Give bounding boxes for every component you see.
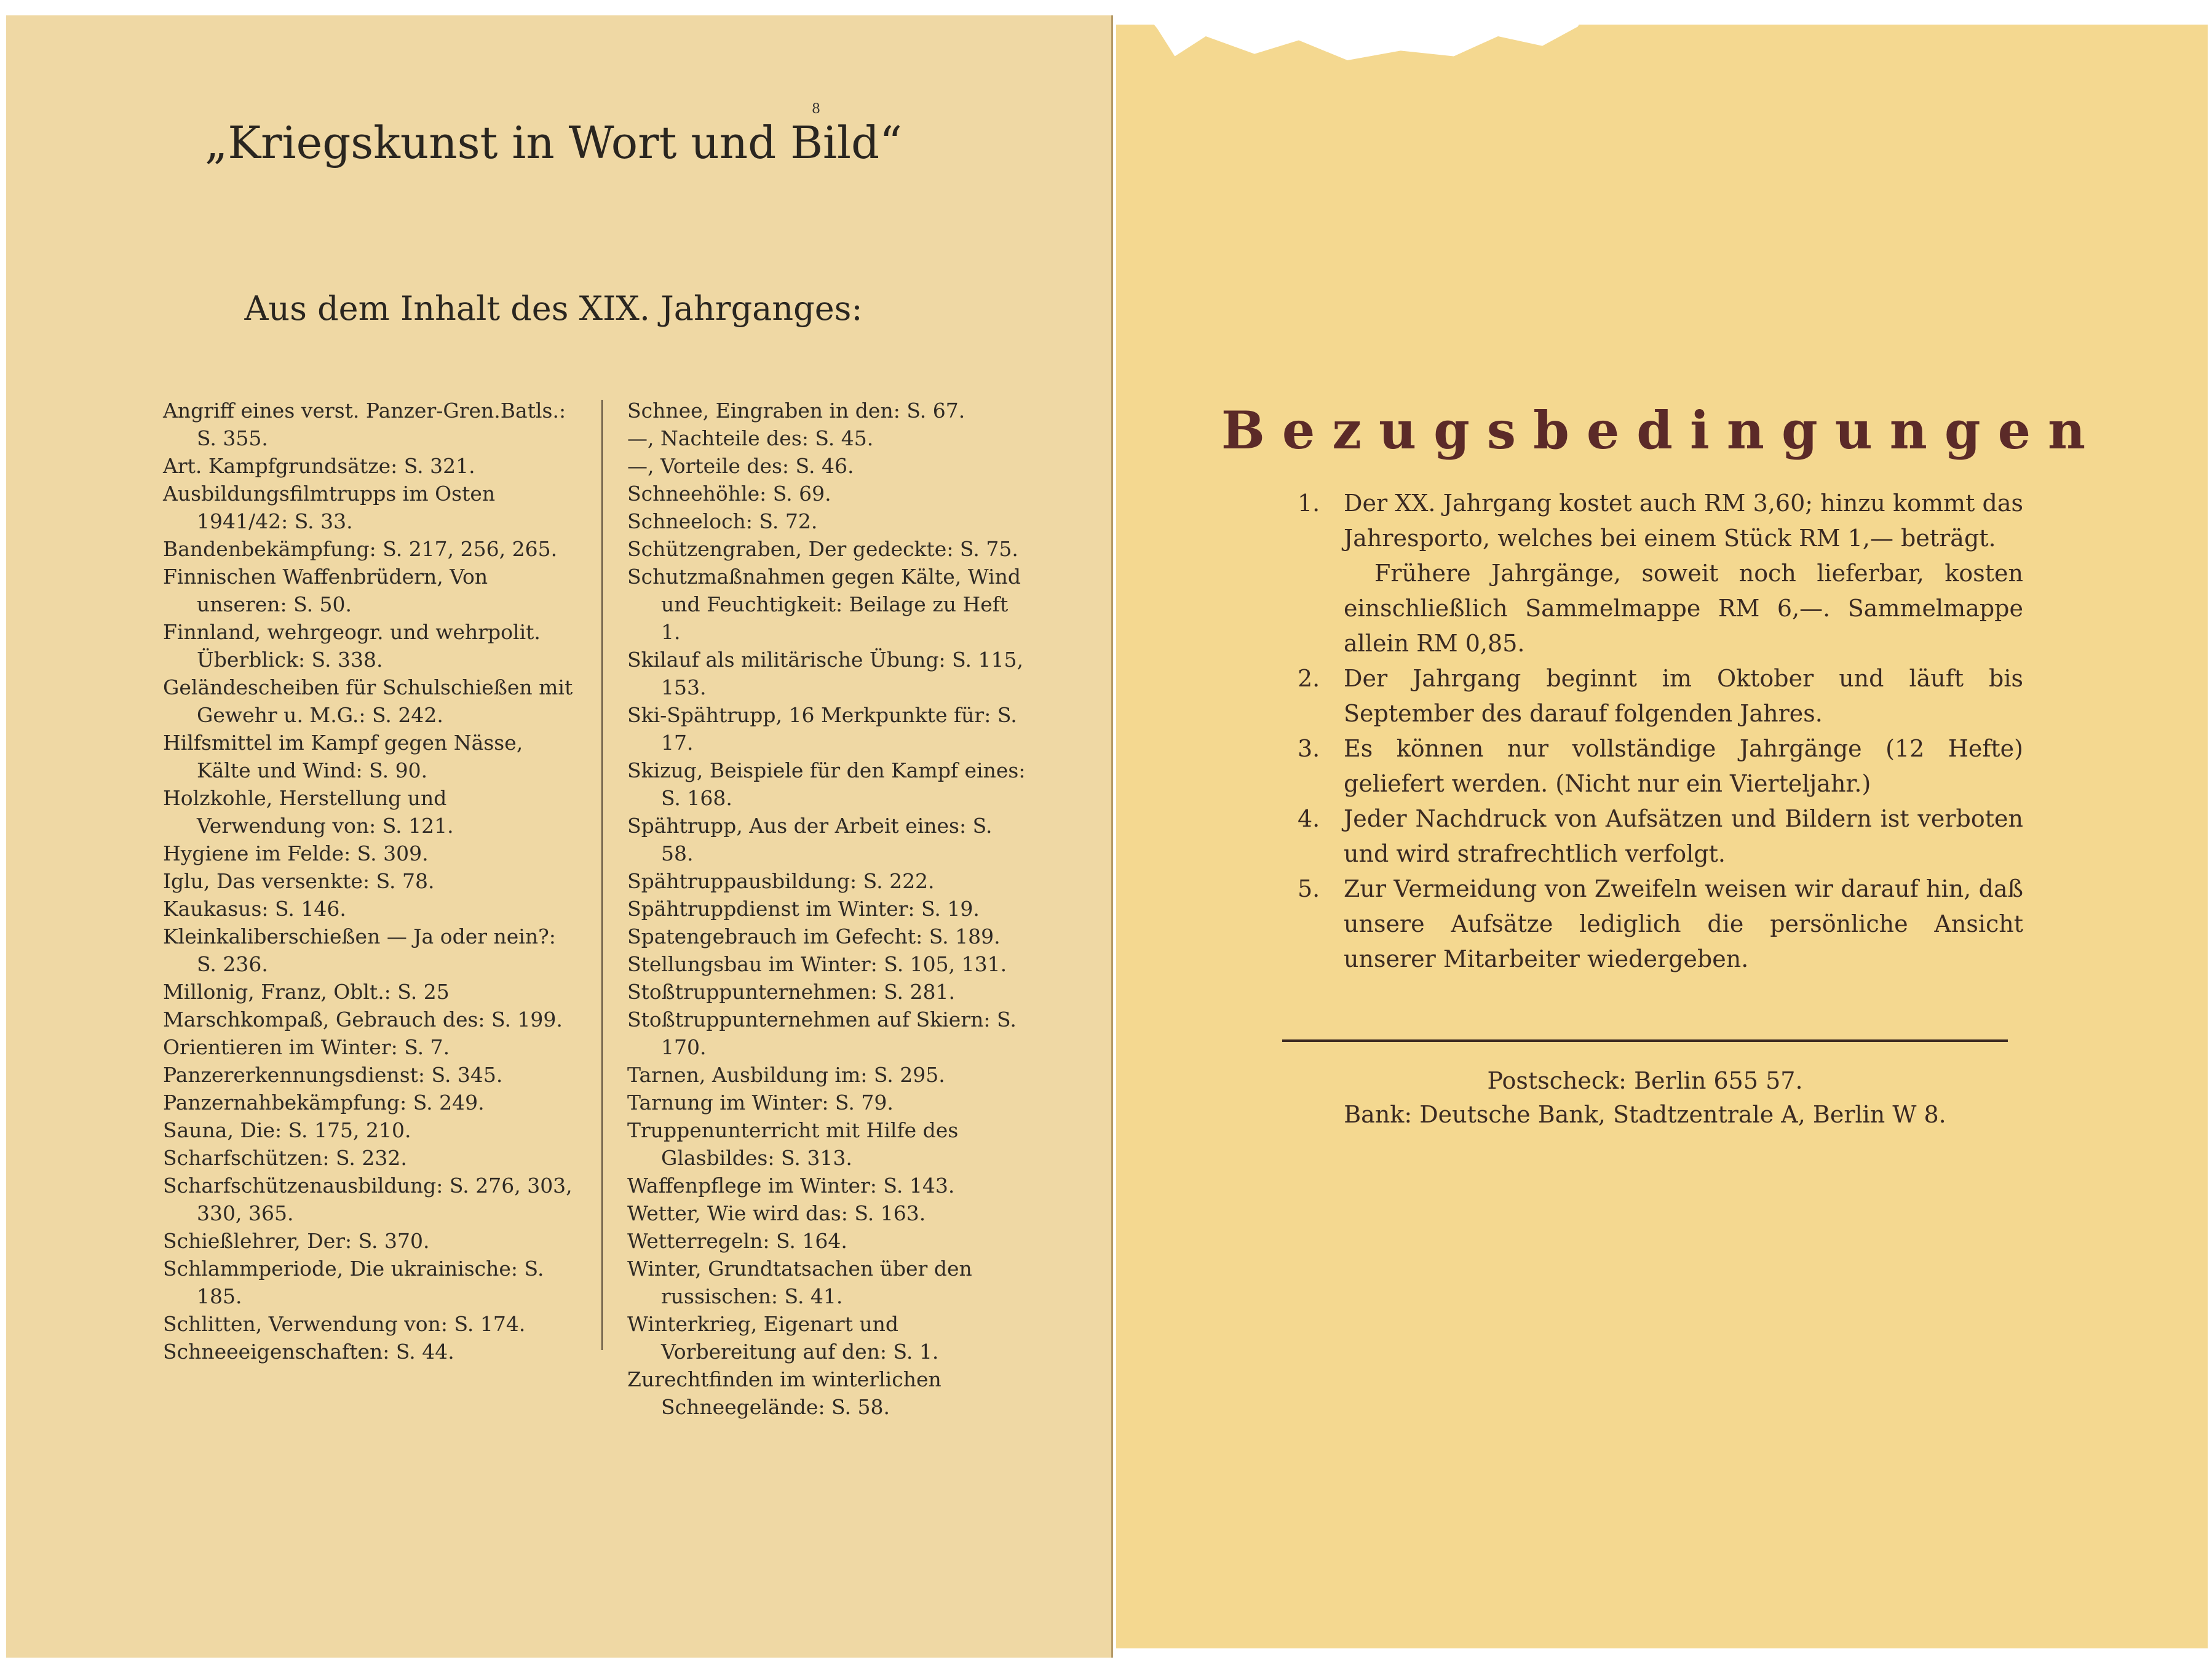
index-entry: Art. Kampfgrundsätze: S. 321.	[163, 454, 475, 478]
index-entry: Sauna, Die: S. 175, 210.	[163, 1118, 411, 1142]
index-entry: Bandenbekämpfung: S. 217, 256, 265.	[163, 537, 558, 561]
index-entry: Kaukasus: S. 146.	[163, 897, 346, 921]
index-entry: Panzernahbekämpfung: S. 249.	[163, 1091, 485, 1115]
condition-text: Der Jahrgang beginnt im Oktober und läuft bis September des darauf folgenden Jahres.	[1344, 665, 2023, 727]
index-entry: Hilfsmittel im Kampf gegen Nässe, Kälte und Wind: S. 90.	[163, 731, 523, 782]
index-entry: Millonig, Franz, Oblt.: S. 25	[163, 980, 450, 1004]
condition-number: 1.	[1298, 490, 1320, 517]
index-entry: Skizug, Beispiele für den Kampf eines: S. 168.	[627, 758, 1026, 810]
index-entry: Spatengebrauch im Gefecht: S. 189.	[627, 924, 1001, 948]
column-divider	[601, 400, 603, 1350]
index-entry: Ausbildungsfilmtrupps im Osten 1941/42: S. 33.	[163, 482, 496, 533]
index-entry: Hygiene im Felde: S. 309.	[163, 841, 429, 865]
index-entry: Waffenpflege im Winter: S. 143.	[627, 1174, 955, 1198]
index-entry: Tarnen, Ausbildung im: S. 295.	[627, 1063, 945, 1087]
index-entry: Schnee, Eingraben in den: S. 67.	[627, 399, 965, 423]
condition-text: Jeder Nachdruck von Aufsätzen und Bildern ist verboten und wird strafrechtlich verfolgt.	[1344, 805, 2023, 867]
index-entry: Schützengraben, Der gedeckte: S. 75.	[627, 537, 1018, 561]
index-entry: Stoßtruppunternehmen auf Skiern: S. 170.	[627, 1007, 1017, 1059]
index-entry: Schneehöhle: S. 69.	[627, 482, 831, 506]
index-entry: Schutzmaßnahmen gegen Kälte, Wind und Feuchtigkeit: Beilage zu Heft 1.	[627, 565, 1021, 644]
index-entry: Panzererkennungsdienst: S. 345.	[163, 1063, 503, 1087]
index-entry: Angriff eines verst. Panzer-Gren.Batls.: S. 355.	[163, 399, 566, 450]
condition-text: Es können nur vollständige Jahrgänge (12 Hefte) geliefert werden. (Nicht nur ein Vierteljahr.)	[1344, 735, 2023, 797]
condition-number: 4.	[1298, 805, 1320, 832]
index-left-column	[163, 397, 575, 1365]
index-entry: Geländescheiben für Schulschießen mit Gewehr u. M.G.: S. 242.	[163, 675, 573, 727]
condition-item	[1298, 801, 2023, 872]
index-entry: Schießlehrer, Der: S. 370.	[163, 1229, 430, 1253]
index-entry: Wetterregeln: S. 164.	[627, 1229, 847, 1253]
condition-text: Zur Vermeidung von Zweifeln weisen wir darauf hin, daß unsere Aufsätze lediglich die persönliche Ansicht unserer Mitarbeiter wiedergeben.	[1344, 875, 2023, 972]
index-entry: —, Vorteile des: S. 46.	[627, 454, 854, 478]
index-entry: Schlammperiode, Die ukrainische: S. 185.	[163, 1257, 544, 1308]
index-entry: Scharfschützen: S. 232.	[163, 1146, 407, 1170]
index-entry: Wetter, Wie wird das: S. 163.	[627, 1201, 926, 1225]
index-entry: Schneeloch: S. 72.	[627, 509, 818, 533]
condition-item	[1298, 661, 2023, 731]
index-entry: Kleinkaliberschießen — Ja oder nein?: S. 236.	[163, 924, 556, 976]
conditions-heading: Bezugsbedingungen	[1221, 400, 2103, 461]
page-title: „Kriegskunst in Wort und Bild“	[205, 117, 902, 169]
index-entry: Finnland, wehrgeogr. und wehrpolit. Überblick: S. 338.	[163, 620, 541, 672]
index-entry: Scharfschützenausbildung: S. 276, 303, 330, 365.	[163, 1174, 573, 1225]
index-entry: —, Nachteile des: S. 45.	[627, 426, 874, 450]
index-entry: Schlitten, Verwendung von: S. 174.	[163, 1312, 526, 1336]
index-entry: Stoßtruppunternehmen: S. 281.	[627, 980, 955, 1004]
index-entry: Finnischen Waffenbrüdern, Von unseren: S. 50.	[163, 565, 488, 616]
index-entry: Schneeeigenschaften: S. 44.	[163, 1340, 454, 1364]
page-mark: 8	[812, 101, 820, 117]
index-entry: Iglu, Das versenkte: S. 78.	[163, 869, 435, 893]
index-entry: Spähtruppdienst im Winter: S. 19.	[627, 897, 980, 921]
index-entry: Spähtruppausbildung: S. 222.	[627, 869, 935, 893]
condition-item	[1298, 872, 2023, 977]
conditions-list	[1298, 486, 2023, 977]
index-entry: Truppenunterricht mit Hilfe des Glasbildes: S. 313.	[627, 1118, 959, 1170]
condition-item	[1298, 486, 2023, 661]
index-entry: Holzkohle, Herstellung und Verwendung von: S. 121.	[163, 786, 454, 838]
index-entry: Stellungsbau im Winter: S. 105, 131.	[627, 952, 1007, 976]
index-entry: Zurechtfinden im winterlichen Schneegelände: S. 58.	[627, 1367, 941, 1419]
index-subtitle: Aus dem Inhalt des XIX. Jahrganges:	[244, 289, 863, 328]
index-entry: Spähtrupp, Aus der Arbeit eines: S. 58.	[627, 814, 993, 865]
index-entry: Winterkrieg, Eigenart und Vorbereitung auf den: S. 1.	[627, 1312, 939, 1364]
index-right-column	[627, 397, 1027, 1421]
index-entry: Skilauf als militärische Übung: S. 115, 153.	[627, 648, 1023, 699]
condition-text: Der XX. Jahrgang kostet auch RM 3,60; hinzu kommt das Jahresporto, welches bei einem Stück RM 1,— beträgt.	[1344, 490, 2023, 552]
index-entry: Winter, Grundtatsachen über den russischen: S. 41.	[627, 1257, 972, 1308]
condition-number: 3.	[1298, 735, 1320, 762]
index-entry: Ski-Spähtrupp, 16 Merkpunkte für: S. 17.	[627, 703, 1017, 755]
index-entry: Orientieren im Winter: S. 7.	[163, 1035, 450, 1059]
index-entry: Tarnung im Winter: S. 79.	[627, 1091, 894, 1115]
postscheck-line: Postscheck: Berlin 655 57.	[1487, 1067, 1803, 1094]
condition-number: 5.	[1298, 875, 1320, 902]
condition-number: 2.	[1298, 665, 1320, 692]
condition-item	[1298, 731, 2023, 801]
index-entry: Marschkompaß, Gebrauch des: S. 199.	[163, 1007, 563, 1031]
horizontal-rule	[1282, 1039, 2008, 1042]
condition-continuation: Frühere Jahrgänge, soweit noch lieferbar, kosten einschließlich Sammelmappe RM 6,—. Sammelmappe allein RM 0,85.	[1344, 560, 2023, 657]
bank-line: Bank: Deutsche Bank, Stadtzentrale A, Berlin W 8.	[1344, 1101, 1946, 1128]
